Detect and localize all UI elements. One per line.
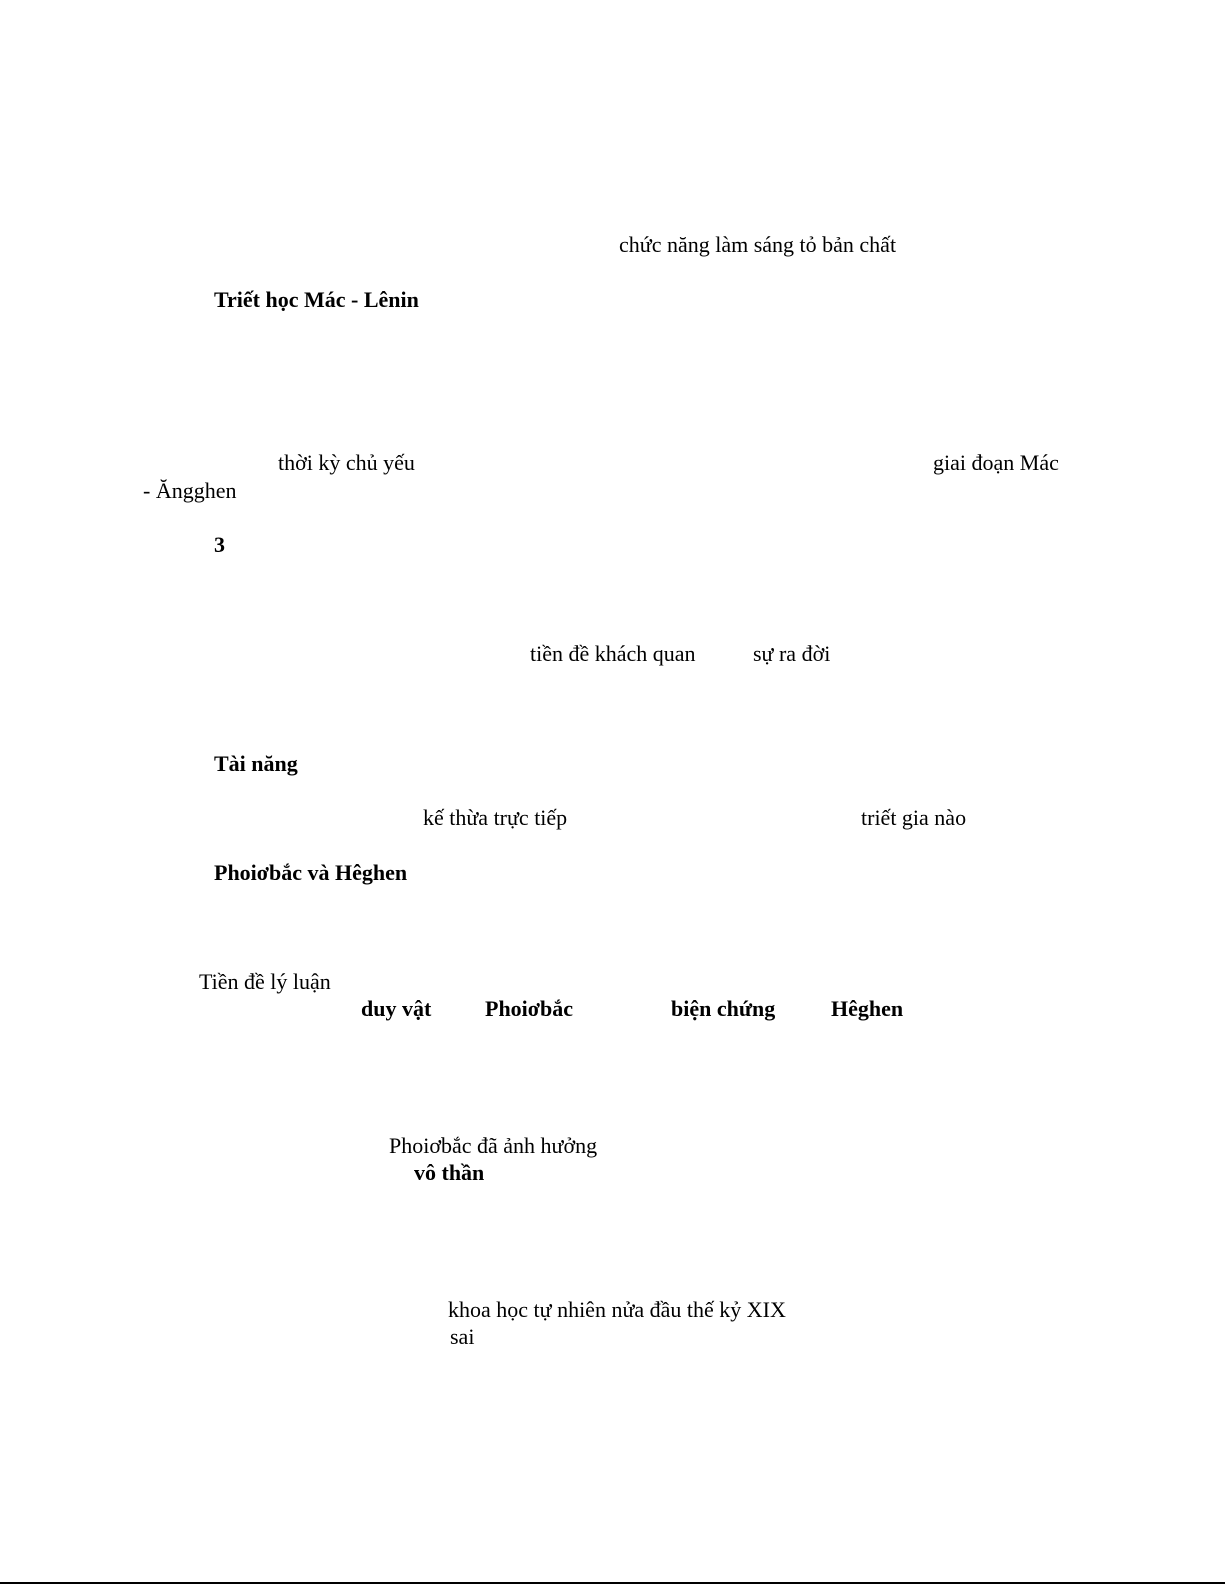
bold-term: vô thần [414,1160,485,1185]
text-fragment: - Ăngghen [143,478,237,503]
bold-term: Phoiơbắc và Hêghen [214,860,408,885]
bold-term: Triết học Mác - Lênin [214,287,419,312]
bold-number: 3 [214,532,225,557]
bold-term: Hêghen [831,996,904,1021]
text-fragment: kế thừa trực tiếp [423,805,568,830]
text-fragment: thời kỳ chủ yếu [278,450,415,475]
text-fragment: Tiền đề lý luận [199,969,331,994]
bold-term: biện chứng [671,996,776,1021]
text-fragment: chức năng làm sáng tỏ bản chất [619,232,897,257]
text-fragment: khoa học tự nhiên nửa đầu thế kỷ XIX [448,1297,786,1322]
text-fragment: triết gia nào [861,805,967,830]
text-fragment: sự ra đời [753,641,831,666]
bold-term: Tài năng [214,751,298,776]
text-fragment: sai [450,1324,475,1349]
text-fragment: giai đoạn Mác [933,450,1059,475]
bottom-rule [0,1582,1225,1584]
text-fragment: Phoiơbắc đã ảnh hưởng [389,1133,598,1158]
text-fragment: tiền đề khách quan [530,641,696,666]
bold-term: Phoiơbắc [485,996,573,1021]
bold-term: duy vật [361,996,432,1021]
